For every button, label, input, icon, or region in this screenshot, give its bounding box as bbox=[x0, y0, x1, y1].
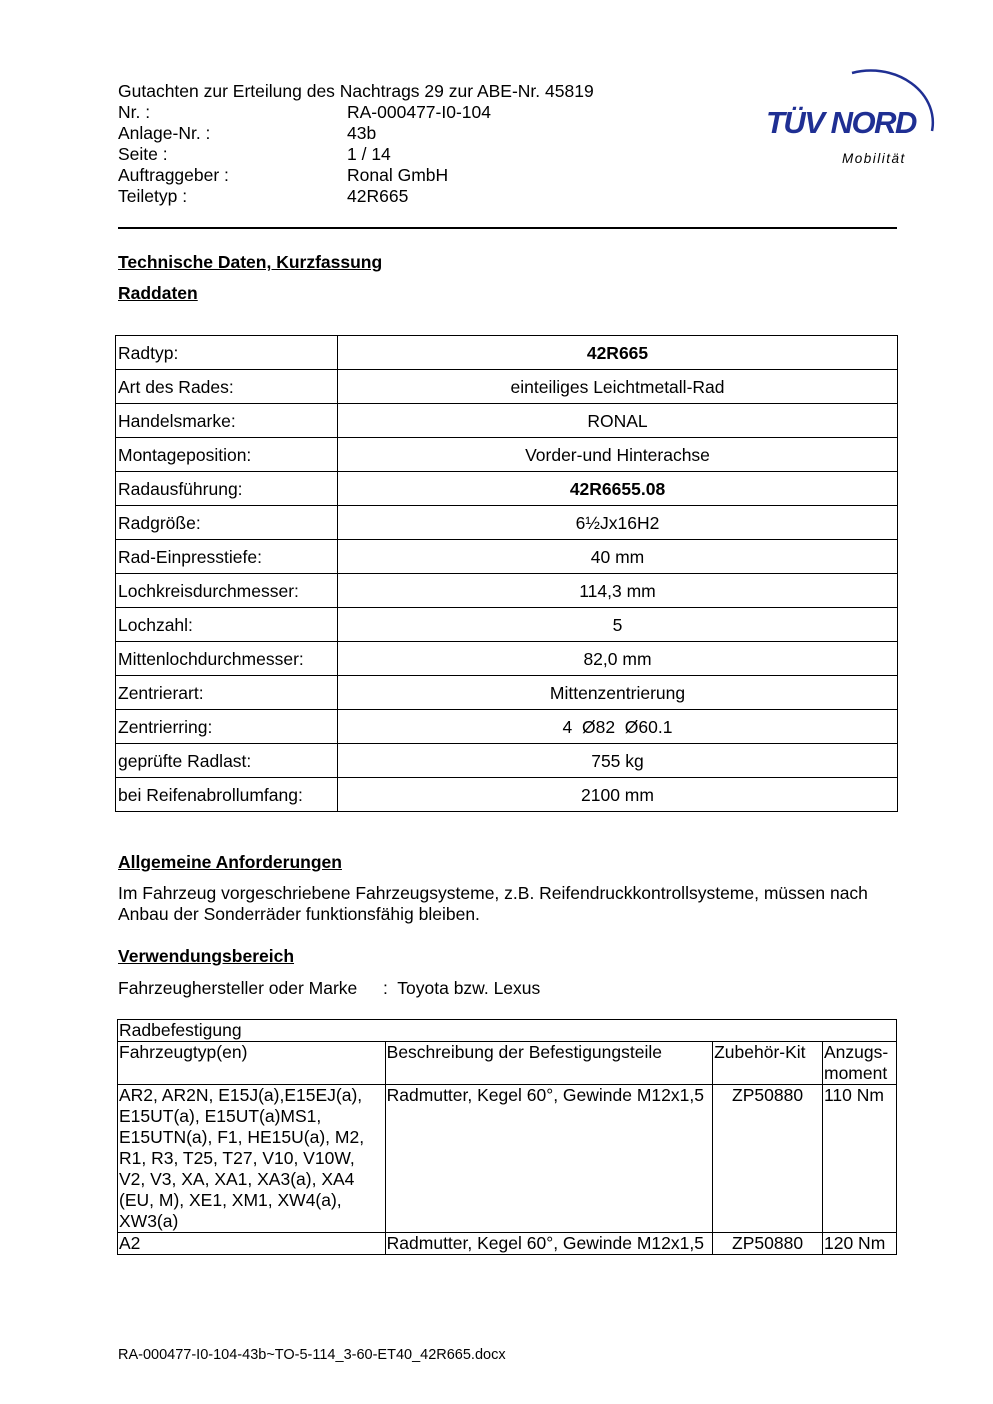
wheel-data-row bbox=[116, 540, 898, 574]
wheel-data-key: Zentrierring: bbox=[116, 710, 338, 744]
wheel-data-key: Mittenlochdurchmesser: bbox=[116, 642, 338, 676]
manufacturer-value: : Toyota bzw. Lexus bbox=[383, 978, 541, 998]
header-rule bbox=[118, 227, 897, 229]
logo-wordmark: TÜV NORD bbox=[766, 105, 916, 140]
fastening-types-cell: A2 bbox=[118, 1233, 386, 1255]
wheel-data-key: Rad-Einpresstiefe: bbox=[116, 540, 338, 574]
wheel-data-key: geprüfte Radlast: bbox=[116, 744, 338, 778]
fastening-kit-cell: ZP50880 bbox=[713, 1233, 823, 1255]
wheel-data-value: Vorder-und Hinterachse bbox=[338, 438, 898, 472]
wheel-data-row bbox=[116, 370, 898, 404]
fastening-types-cell: AR2, AR2N, E15J(a),E15EJ(a), E15UT(a), E15UT(a)MS1, E15UTN(a), F1, HE15U(a), M2, R1, R3, T25, T27, V10, V10W, V2, V3, XA, XA1, XA3(a), XA4 (EU, M), XE1, XM1, XW4(a), XW3(a) bbox=[118, 1085, 386, 1233]
usage-heading: Verwendungsbereich bbox=[118, 946, 295, 966]
general-requirements-text: Im Fahrzeug vorgeschriebene Fahrzeugsysteme, z.B. Reifendruckkontrollsysteme, müssen nach Anbau der Sonderräder funktionsfähig bleiben. bbox=[118, 883, 868, 924]
tech-data-heading: Technische Daten, Kurzfassung bbox=[118, 252, 383, 272]
wheel-data-key: Montageposition: bbox=[116, 438, 338, 472]
wheel-data-key: Radgröße: bbox=[116, 506, 338, 540]
wheel-data-value: einteiliges Leichtmetall-Rad bbox=[338, 370, 898, 404]
header-value-auftraggeber: Ronal GmbH bbox=[347, 165, 449, 185]
logo-subtitle: Mobilität bbox=[842, 151, 906, 166]
wheel-data-value: 114,3 mm bbox=[338, 574, 898, 608]
header-value-nr: RA-000477-I0-104 bbox=[347, 102, 491, 122]
wheel-data-key: Lochkreisdurchmesser: bbox=[116, 574, 338, 608]
wheel-data-table bbox=[115, 335, 898, 812]
fastening-description-cell: Radmutter, Kegel 60°, Gewinde M12x1,5 bbox=[385, 1085, 712, 1233]
fastening-title: Radbefestigung bbox=[118, 1020, 897, 1042]
fastening-header-row bbox=[118, 1042, 897, 1085]
wheel-data-row bbox=[116, 506, 898, 540]
header-label-teiletyp: Teiletyp : bbox=[118, 186, 188, 206]
wheel-data-row bbox=[116, 744, 898, 778]
header-label-anlage: Anlage-Nr. : bbox=[118, 123, 211, 143]
fastening-kit-cell: ZP50880 bbox=[713, 1085, 823, 1233]
wheel-data-key: Radausführung: bbox=[116, 472, 338, 506]
document-title: Gutachten zur Erteilung des Nachtrags 29 zur ABE-Nr. 45819 bbox=[118, 81, 594, 101]
wheel-data-key: Handelsmarke: bbox=[116, 404, 338, 438]
tuv-nord-logo bbox=[760, 55, 945, 175]
fastening-header-torque: Anzugs-moment bbox=[823, 1042, 897, 1085]
wheel-data-row bbox=[116, 472, 898, 506]
wheel-data-row bbox=[116, 574, 898, 608]
fastening-torque-cell: 120 Nm bbox=[823, 1233, 897, 1255]
fastening-torque-cell: 110 Nm bbox=[823, 1085, 897, 1233]
wheel-data-value: 40 mm bbox=[338, 540, 898, 574]
header-label-nr: Nr. : bbox=[118, 102, 151, 122]
wheel-data-row bbox=[116, 336, 898, 370]
fastening-table bbox=[117, 1019, 897, 1255]
wheel-data-value: 755 kg bbox=[338, 744, 898, 778]
manufacturer-label: Fahrzeughersteller oder Marke bbox=[118, 978, 358, 998]
wheel-data-row bbox=[116, 710, 898, 744]
fastening-row bbox=[118, 1233, 897, 1255]
wheel-data-value: RONAL bbox=[338, 404, 898, 438]
wheel-data-key: Art des Rades: bbox=[116, 370, 338, 404]
wheel-data-row bbox=[116, 778, 898, 812]
header-value-seite: 1 / 14 bbox=[347, 144, 391, 164]
wheel-data-key: Radtyp: bbox=[116, 336, 338, 370]
wheel-data-row bbox=[116, 404, 898, 438]
fastening-header-description: Beschreibung der Befestigungsteile bbox=[385, 1042, 712, 1085]
raddaten-heading: Raddaten bbox=[118, 283, 198, 303]
footer-filename: RA-000477-I0-104-43b~TO-5-114_3-60-ET40_42R665.docx bbox=[118, 1347, 506, 1363]
fastening-header-types: Fahrzeugtyp(en) bbox=[118, 1042, 386, 1085]
wheel-data-value: 42R6655.08 bbox=[338, 472, 898, 506]
header-label-auftraggeber: Auftraggeber : bbox=[118, 165, 229, 185]
wheel-data-value: 5 bbox=[338, 608, 898, 642]
wheel-data-key: Zentrierart: bbox=[116, 676, 338, 710]
wheel-data-key: bei Reifenabrollumfang: bbox=[116, 778, 338, 812]
fastening-title-row bbox=[118, 1020, 897, 1042]
fastening-row bbox=[118, 1085, 897, 1233]
header-value-teiletyp: 42R665 bbox=[347, 186, 409, 206]
wheel-data-value: 4 Ø82 Ø60.1 bbox=[338, 710, 898, 744]
wheel-data-value: 42R665 bbox=[338, 336, 898, 370]
wheel-data-value: 2100 mm bbox=[338, 778, 898, 812]
wheel-data-key: Lochzahl: bbox=[116, 608, 338, 642]
wheel-data-row bbox=[116, 608, 898, 642]
header-label-seite: Seite : bbox=[118, 144, 168, 164]
wheel-data-value: Mittenzentrierung bbox=[338, 676, 898, 710]
wheel-data-row bbox=[116, 438, 898, 472]
fastening-description-cell: Radmutter, Kegel 60°, Gewinde M12x1,5 bbox=[385, 1233, 712, 1255]
wheel-data-value: 82,0 mm bbox=[338, 642, 898, 676]
fastening-header-kit: Zubehör-Kit bbox=[713, 1042, 823, 1085]
header-value-anlage: 43b bbox=[347, 123, 377, 143]
general-requirements-heading: Allgemeine Anforderungen bbox=[118, 852, 342, 872]
wheel-data-row bbox=[116, 642, 898, 676]
wheel-data-value: 6½Jx16H2 bbox=[338, 506, 898, 540]
wheel-data-row bbox=[116, 676, 898, 710]
